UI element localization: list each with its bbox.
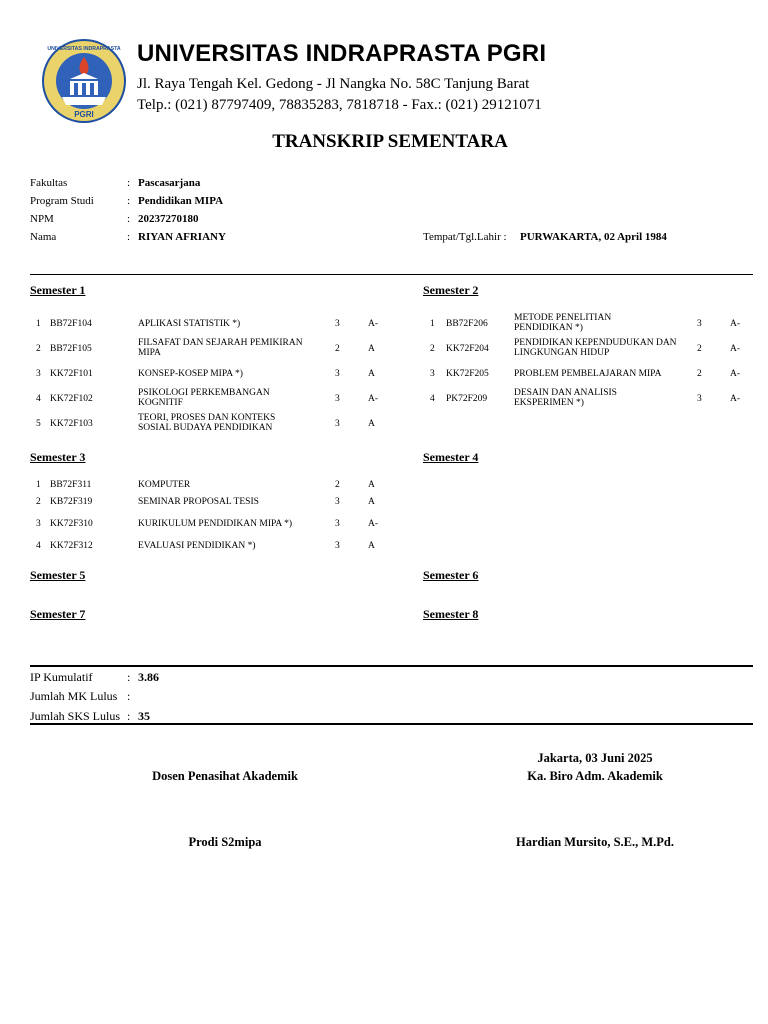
course-code: BB72F206 (446, 319, 488, 329)
right-signature-title: Ka. Biro Adm. Akademik (527, 769, 663, 783)
mk-lulus-label: Jumlah MK Lulus (30, 689, 118, 703)
course-no: 4 (36, 541, 41, 551)
university-name: UNIVERSITAS INDRAPRASTA PGRI (137, 40, 547, 67)
course-code: KK72F103 (50, 419, 93, 429)
course-no: 2 (36, 497, 41, 507)
course-name: METODE PENELITIAN PENDIDIKAN *) (514, 313, 612, 333)
course-grade: A- (730, 344, 741, 354)
colon: : (127, 689, 131, 703)
sks-lulus-label: Jumlah SKS Lulus (30, 709, 121, 723)
course-code: KB72F319 (50, 497, 93, 507)
course-grade: A (368, 419, 375, 429)
semester-3-heading: Semester 3 (30, 450, 86, 464)
course-sks: 2 (697, 369, 702, 379)
university-logo (40, 37, 128, 125)
logo-ring-text: UNIVERSITAS INDRAPRASTA (47, 46, 121, 52)
npm-label: NPM (30, 213, 54, 225)
left-signature-title: Dosen Penasihat Akademik (152, 769, 298, 783)
nama-value: RIYAN AFRIANY (138, 231, 226, 243)
course-grade: A (368, 369, 375, 379)
npm-value: 20237270180 (138, 213, 199, 225)
course-no: 1 (36, 319, 41, 329)
course-code: BB72F105 (50, 344, 92, 354)
university-address: Jl. Raya Tengah Kel. Gedong - Jl Nangka No. 58C Tanjung Barat (137, 76, 530, 92)
course-sks: 2 (697, 344, 702, 354)
semester-8-heading: Semester 8 (423, 607, 479, 621)
course-code: KK72F101 (50, 369, 93, 379)
course-code: BB72F104 (50, 319, 92, 329)
course-grade: A (368, 480, 375, 490)
course-sks: 3 (697, 394, 702, 404)
course-name: TEORI, PROSES DAN KONTEKS SOSIAL BUDAYA PENDIDIKAN (138, 413, 276, 433)
semester-1-heading: Semester 1 (30, 283, 86, 297)
left-signature-name: Prodi S2mipa (188, 835, 262, 849)
semester-4-heading: Semester 4 (423, 450, 479, 464)
course-name: FILSAFAT DAN SEJARAH PEMIKIRAN MIPA (138, 338, 303, 358)
course-name: SEMINAR PROPOSAL TESIS (138, 497, 259, 507)
logo-bottom-text: PGRI (74, 110, 94, 119)
fakultas-value: Pascasarjana (138, 177, 201, 189)
course-name: KOMPUTER (138, 480, 191, 490)
course-name: APLIKASI STATISTIK *) (138, 319, 241, 329)
course-grade: A- (730, 394, 741, 404)
course-grade: A- (368, 394, 379, 404)
sks-lulus-value: 35 (138, 709, 150, 723)
course-grade: A (368, 541, 375, 551)
course-grade: A (368, 497, 375, 507)
colon: : (127, 195, 131, 207)
course-no: 3 (36, 369, 41, 379)
ipk-label: IP Kumulatif (30, 670, 93, 684)
document-title: TRANSKRIP SEMENTARA (272, 131, 508, 152)
summary-top-divider (30, 665, 753, 667)
course-name: KONSEP-KOSEP MIPA *) (138, 369, 243, 379)
semester-6-heading: Semester 6 (423, 568, 479, 582)
course-grade: A- (730, 369, 741, 379)
course-grade: A- (368, 519, 379, 529)
colon: : (127, 213, 131, 225)
course-name: PROBLEM PEMBELAJARAN MIPA (514, 369, 662, 379)
course-no: 5 (36, 419, 41, 429)
course-code: PK72F209 (446, 394, 488, 404)
course-sks: 3 (335, 541, 340, 551)
colon: : (127, 709, 131, 723)
course-sks: 3 (335, 394, 340, 404)
summary-bottom-divider (30, 723, 753, 725)
course-no: 2 (430, 344, 435, 354)
semester-5-heading: Semester 5 (30, 568, 86, 582)
colon: : (127, 670, 131, 684)
fakultas-label: Fakultas (30, 177, 68, 189)
course-grade: A (368, 344, 375, 354)
course-name: DESAIN DAN ANALISIS EKSPERIMEN *) (514, 388, 617, 408)
divider (30, 274, 753, 275)
colon: : (127, 231, 131, 243)
course-name: PSIKOLOGI PERKEMBANGAN KOGNITIF (138, 388, 270, 408)
course-no: 2 (36, 344, 41, 354)
course-sks: 3 (335, 419, 340, 429)
course-code: KK72F205 (446, 369, 489, 379)
course-sks: 3 (335, 369, 340, 379)
course-no: 4 (36, 394, 41, 404)
course-sks: 2 (335, 480, 340, 490)
prodi-label: Program Studi (30, 195, 94, 207)
course-sks: 3 (335, 497, 340, 507)
semester-2-heading: Semester 2 (423, 283, 479, 297)
course-code: KK72F102 (50, 394, 93, 404)
course-code: KK72F310 (50, 519, 93, 529)
semester-7-heading: Semester 7 (30, 607, 86, 621)
right-signature-name: Hardian Mursito, S.E., M.Pd. (516, 835, 674, 849)
course-grade: A- (730, 319, 741, 329)
course-no: 3 (430, 369, 435, 379)
course-sks: 2 (335, 344, 340, 354)
prodi-value: Pendidikan MIPA (138, 195, 224, 207)
course-grade: A- (368, 319, 379, 329)
course-sks: 3 (335, 519, 340, 529)
course-no: 4 (430, 394, 435, 404)
course-no: 1 (430, 319, 435, 329)
course-no: 3 (36, 519, 41, 529)
university-phone: Telp.: (021) 87797409, 78835283, 7818718 - Fax.: (021) 29121071 (137, 97, 542, 113)
course-name: KURIKULUM PENDIDIKAN MIPA *) (138, 519, 293, 529)
course-name: PENDIDIKAN KEPENDUDUKAN DAN LINGKUNGAN HIDUP (514, 338, 677, 358)
nama-label: Nama (30, 231, 57, 243)
course-sks: 3 (335, 319, 340, 329)
course-code: KK72F204 (446, 344, 489, 354)
ttl-label: Tempat/Tgl.Lahir : (423, 231, 507, 243)
colon: : (127, 177, 131, 189)
place-date: Jakarta, 03 Juni 2025 (537, 751, 653, 765)
course-name: EVALUASI PENDIDIKAN *) (138, 541, 256, 551)
course-code: BB72F311 (50, 480, 92, 490)
course-sks: 3 (697, 319, 702, 329)
course-code: KK72F312 (50, 541, 93, 551)
ipk-value: 3.86 (138, 670, 159, 684)
course-no: 1 (36, 480, 41, 490)
ttl-value: PURWAKARTA, 02 April 1984 (520, 231, 667, 243)
